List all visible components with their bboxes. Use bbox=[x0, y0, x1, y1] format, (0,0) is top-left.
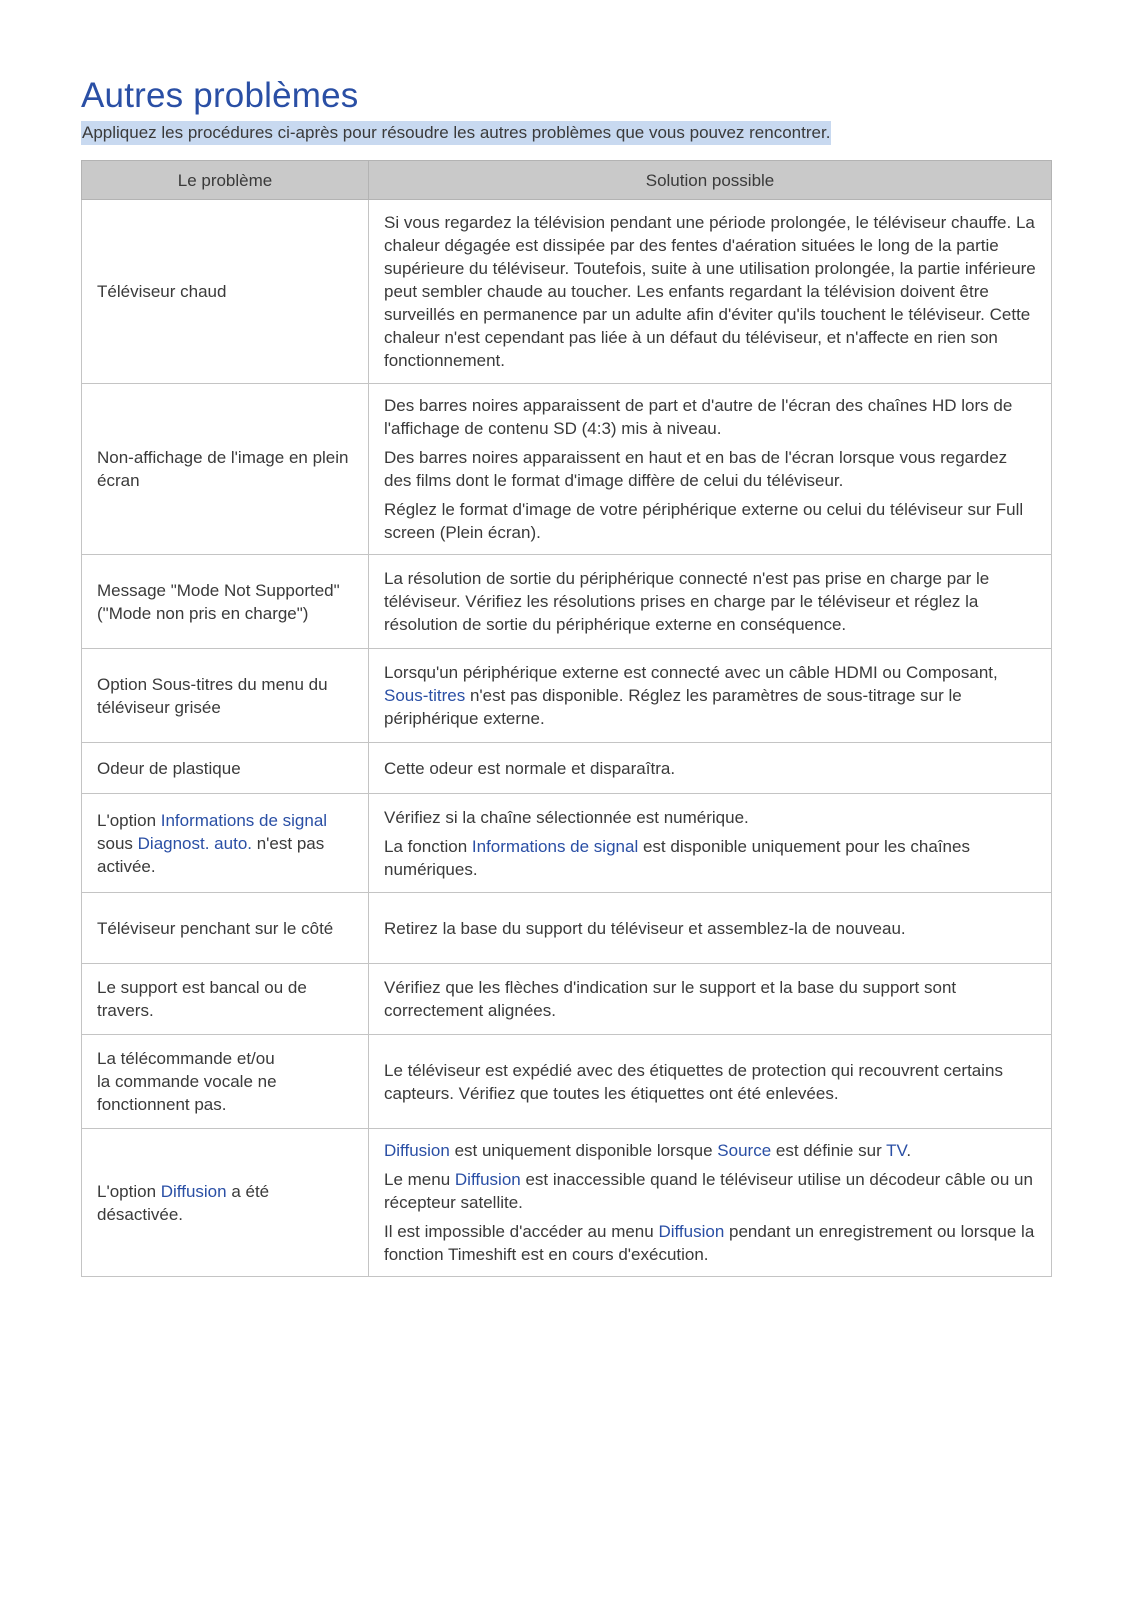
solution-text: Retirez la base du support du téléviseur et assemblez-la de nouveau. bbox=[384, 918, 906, 938]
menu-link-broadcast: Diffusion bbox=[658, 1222, 725, 1241]
table-row bbox=[82, 1129, 1052, 1277]
solution-text: Cette odeur est normale et disparaîtra. bbox=[384, 758, 676, 778]
problem-cell: Option Sous-titres du menu du téléviseur grisée bbox=[82, 649, 369, 743]
table-row bbox=[82, 794, 1052, 893]
menu-link-source: Source bbox=[717, 1141, 772, 1160]
page-title: Autres problèmes bbox=[81, 76, 359, 115]
table-row bbox=[82, 964, 1052, 1035]
problem-cell: Le support est bancal ou de travers. bbox=[82, 964, 369, 1035]
solution-text: Diffusion est uniquement disponible lorsque Source est définie sur TV. bbox=[384, 1141, 912, 1160]
table-row bbox=[82, 384, 1052, 555]
solution-text: Vérifiez si la chaîne sélectionnée est numérique. bbox=[384, 807, 749, 827]
intro-text: Appliquez les procédures ci-après pour résoudre les autres problèmes que vous pouvez rencontrer. bbox=[81, 121, 831, 145]
menu-link-auto-diagnosis: Diagnost. auto. bbox=[137, 833, 252, 853]
solution-text: Si vous regardez la télévision pendant une période prolongée, le téléviseur chauffe. La chaleur dégagée est dissipée par des fentes d'aération situées le long de la partie supérieure du téléviseur. Toutefois, suite à une utilisation prolongée, la partie inférieure peut sembler chaude au toucher. Les enfants regardant la télévision doivent être surveillés en permanence par un adulte afin d'éviter qu'ils touchent le téléviseur. Cette chaleur n'est cependant pas liée à un défaut du téléviseur, et n'affecte en rien son fonctionnement. bbox=[384, 213, 1036, 370]
problem-cell: Non-affichage de l'image en plein écran bbox=[82, 384, 369, 555]
solution-cell bbox=[369, 893, 1052, 964]
table-header-row bbox=[82, 161, 1052, 200]
menu-link-signal-info: Informations de signal bbox=[160, 810, 328, 830]
solution-cell bbox=[369, 743, 1052, 794]
table-row bbox=[82, 649, 1052, 743]
problem-cell: L'option Diffusion a été désactivée. bbox=[82, 1129, 369, 1277]
problem-cell: L'option Informations de signal sous Diagnost. auto. n'est pas activée. bbox=[82, 794, 369, 893]
table-row bbox=[82, 743, 1052, 794]
problem-cell: Téléviseur chaud bbox=[82, 200, 369, 384]
solution-cell bbox=[369, 1035, 1052, 1129]
problem-cell: Téléviseur penchant sur le côté bbox=[82, 893, 369, 964]
problem-cell: Odeur de plastique bbox=[82, 743, 369, 794]
menu-link-broadcast: Diffusion bbox=[160, 1181, 227, 1201]
menu-link-broadcast: Diffusion bbox=[454, 1170, 521, 1189]
solution-text: La résolution de sortie du périphérique connecté n'est pas prise en charge par le téléviseur. Vérifiez les résolutions prises en charge par le téléviseur et réglez la résolution de sortie du périphérique externe en conséquence. bbox=[384, 569, 990, 634]
solution-text: Vérifiez que les flèches d'indication sur le support et la base du support sont correctement alignées. bbox=[384, 978, 957, 1020]
solution-cell bbox=[369, 200, 1052, 384]
solution-cell bbox=[369, 794, 1052, 893]
solution-text: Il est impossible d'accéder au menu Diffusion pendant un enregistrement ou lorsque la fonction Timeshift est en cours d'exécution. bbox=[384, 1222, 1035, 1264]
table-row bbox=[82, 200, 1052, 384]
column-header-solution: Solution possible bbox=[369, 161, 1052, 200]
menu-link-tv: TV bbox=[886, 1141, 907, 1160]
problem-cell: Message "Mode Not Supported" ("Mode non pris en charge") bbox=[82, 555, 369, 649]
menu-link-signal-info: Informations de signal bbox=[471, 836, 639, 856]
solution-text: Réglez le format d'image de votre périphérique externe ou celui du téléviseur sur Full screen (Plein écran). bbox=[384, 500, 1024, 542]
troubleshooting-table bbox=[81, 160, 1052, 1277]
solution-cell bbox=[369, 384, 1052, 555]
column-header-problem: Le problème bbox=[82, 161, 369, 200]
solution-text: Le téléviseur est expédié avec des étiquettes de protection qui recouvrent certains capteurs. Vérifiez que toutes les étiquettes ont été enlevées. bbox=[384, 1060, 1003, 1103]
solution-cell bbox=[369, 1129, 1052, 1277]
table-row bbox=[82, 1035, 1052, 1129]
solution-text: Des barres noires apparaissent en haut et en bas de l'écran lorsque vous regardez des films dont le format d'image diffère de celui du téléviseur. bbox=[384, 448, 1008, 490]
solution-cell bbox=[369, 555, 1052, 649]
solution-cell bbox=[369, 649, 1052, 743]
solution-text: Lorsqu'un périphérique externe est connecté avec un câble HDMI ou Composant, Sous-titres n'est pas disponible. Réglez les paramètres de sous-titrage sur le périphérique externe. bbox=[384, 663, 998, 728]
table-row bbox=[82, 555, 1052, 649]
solution-text: Le menu Diffusion est inaccessible quand le téléviseur utilise un décodeur câble ou un récepteur satellite. bbox=[384, 1170, 1033, 1212]
menu-link-subtitles: Sous-titres bbox=[384, 686, 466, 705]
solution-text: Des barres noires apparaissent de part et d'autre de l'écran des chaînes HD lors de l'affichage de contenu SD (4:3) mis à niveau. bbox=[384, 396, 1013, 438]
table-row bbox=[82, 893, 1052, 964]
solution-cell bbox=[369, 964, 1052, 1035]
menu-link-broadcast: Diffusion bbox=[384, 1141, 450, 1160]
solution-text: La fonction Informations de signal est disponible uniquement pour les chaînes numériques. bbox=[384, 836, 970, 879]
problem-cell: La télécommande et/ou la commande vocale ne fonctionnent pas. bbox=[82, 1035, 369, 1129]
